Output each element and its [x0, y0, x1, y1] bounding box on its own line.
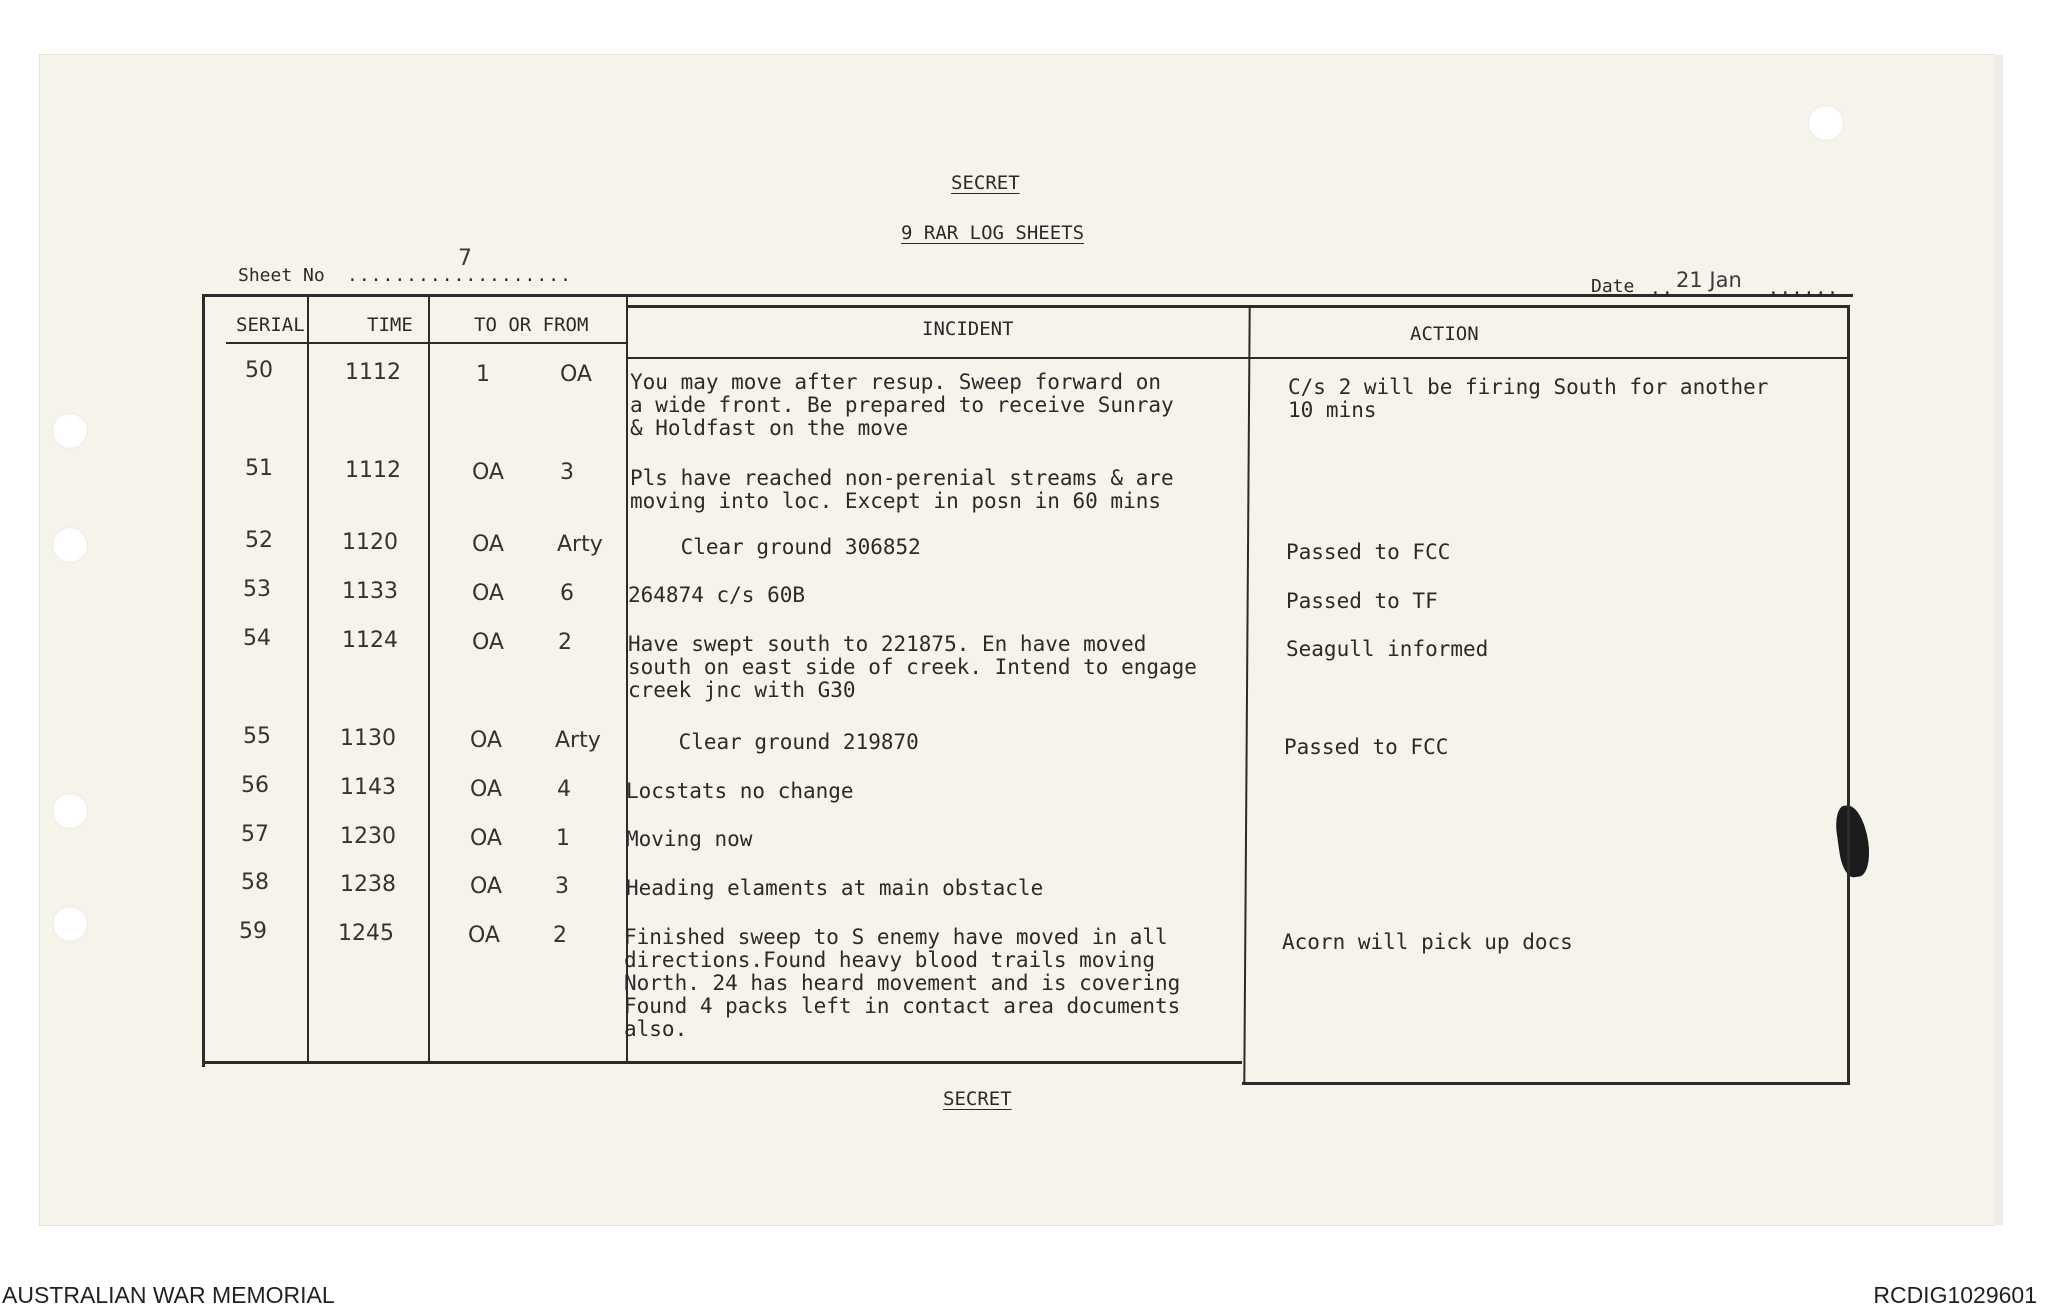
- time-cell: 1112: [345, 360, 401, 385]
- from-cell: 2: [553, 923, 567, 948]
- time-cell: 1143: [340, 775, 396, 800]
- header-bottom-rule: [226, 342, 626, 344]
- from-cell: 6: [560, 581, 574, 606]
- from-cell: OA: [560, 362, 592, 387]
- column-divider: [428, 296, 430, 1064]
- date-dots: ......: [1768, 278, 1840, 299]
- from-cell: 3: [560, 460, 574, 485]
- action-cell: C/s 2 will be firing South for another 10 mins: [1288, 375, 1769, 422]
- incident-cell: Heading elaments at main obstacle: [626, 876, 1044, 900]
- serial-cell: 54: [243, 626, 271, 651]
- document-title: 9 RAR LOG SHEETS: [901, 222, 1085, 244]
- time-cell: 1112: [345, 458, 401, 483]
- action-cell: Passed to FCC: [1284, 735, 1449, 759]
- incident-cell: You may move after resup. Sweep forward on a wide front. Be prepared to receive Sunray & Holdfast on the move: [630, 370, 1174, 440]
- sheet-number: 7: [458, 246, 472, 271]
- table-bottom-rule: [1242, 1082, 1850, 1085]
- header-bottom-rule: [628, 357, 1850, 359]
- to-cell: OA: [472, 630, 504, 655]
- from-cell: 1: [556, 826, 570, 851]
- time-cell: 1230: [340, 824, 396, 849]
- header-action: ACTION: [1410, 323, 1479, 345]
- punch-hole: [52, 906, 88, 942]
- to-cell: 1: [476, 362, 490, 387]
- to-cell: OA: [472, 460, 504, 485]
- punch-hole: [1808, 105, 1844, 141]
- header-incident: INCIDENT: [922, 318, 1014, 340]
- footer-source: AUSTRALIAN WAR MEMORIAL: [2, 1282, 335, 1308]
- incident-cell: Have swept south to 221875. En have moved south on east side of creek. Intend to engage creek jnc with G30: [628, 632, 1197, 702]
- incident-cell: Clear ground 219870: [628, 730, 919, 754]
- header-serial: SERIAL: [236, 314, 305, 336]
- table-bottom-rule: [202, 1061, 1242, 1064]
- to-cell: OA: [470, 777, 502, 802]
- to-cell: OA: [470, 728, 502, 753]
- incident-cell: Pls have reached non-perenial streams & are moving into loc. Except in posn in 60 mins: [630, 466, 1174, 513]
- from-cell: 2: [558, 630, 572, 655]
- incident-cell: Clear ground 306852: [630, 535, 921, 559]
- time-cell: 1120: [342, 530, 398, 555]
- column-divider: [307, 296, 309, 1064]
- to-cell: OA: [472, 532, 504, 557]
- date-value: 21 Jan: [1676, 268, 1742, 292]
- time-cell: 1130: [340, 726, 396, 751]
- serial-cell: 55: [243, 724, 271, 749]
- header-time: TIME: [367, 314, 413, 336]
- from-cell: 3: [555, 874, 569, 899]
- serial-cell: 51: [245, 456, 273, 481]
- header-to-or-from: TO OR FROM: [474, 314, 589, 336]
- time-cell: 1245: [338, 921, 394, 946]
- from-cell: Arty: [555, 728, 601, 753]
- serial-cell: 56: [241, 773, 269, 798]
- incident-cell: 264874 c/s 60B: [628, 583, 806, 607]
- time-cell: 1124: [342, 628, 398, 653]
- incident-cell: Finished sweep to S enemy have moved in all directions.Found heavy blood trails moving North. 24 has heard movement and is covering Found 4 packs left in contact area documents also.: [624, 925, 1181, 1041]
- action-cell: Seagull informed: [1286, 637, 1489, 661]
- classification-bottom: SECRET: [943, 1088, 1012, 1110]
- serial-cell: 59: [239, 919, 267, 944]
- from-cell: Arty: [557, 532, 603, 557]
- serial-cell: 58: [241, 870, 269, 895]
- punch-hole: [52, 527, 88, 563]
- sheet-label: Sheet No: [238, 265, 325, 286]
- footer-id: RCDIG1029601: [1873, 1282, 2037, 1308]
- serial-cell: 53: [243, 577, 271, 602]
- date-dots: ..: [1650, 278, 1674, 299]
- punch-hole: [52, 793, 88, 829]
- to-cell: OA: [470, 826, 502, 851]
- to-cell: OA: [472, 581, 504, 606]
- date-label: Date: [1591, 276, 1635, 297]
- time-cell: 1133: [342, 579, 398, 604]
- time-cell: 1238: [340, 872, 396, 897]
- page-edge: [1995, 55, 2003, 1225]
- classification-top: SECRET: [951, 172, 1020, 194]
- table-right-rule: [1847, 305, 1850, 1085]
- sheet-dots: ...................: [347, 265, 572, 286]
- to-cell: OA: [468, 923, 500, 948]
- incident-cell: Locstats no change: [626, 779, 854, 803]
- action-cell: Passed to FCC: [1286, 540, 1451, 564]
- punch-hole: [52, 413, 88, 449]
- serial-cell: 57: [241, 822, 269, 847]
- action-cell: Passed to TF: [1286, 589, 1438, 613]
- serial-cell: 50: [245, 358, 273, 383]
- header-top-rule: [628, 305, 1850, 308]
- to-cell: OA: [470, 874, 502, 899]
- serial-cell: 52: [245, 528, 273, 553]
- action-cell: Acorn will pick up docs: [1282, 930, 1573, 954]
- incident-cell: Moving now: [626, 827, 753, 851]
- from-cell: 4: [557, 777, 571, 802]
